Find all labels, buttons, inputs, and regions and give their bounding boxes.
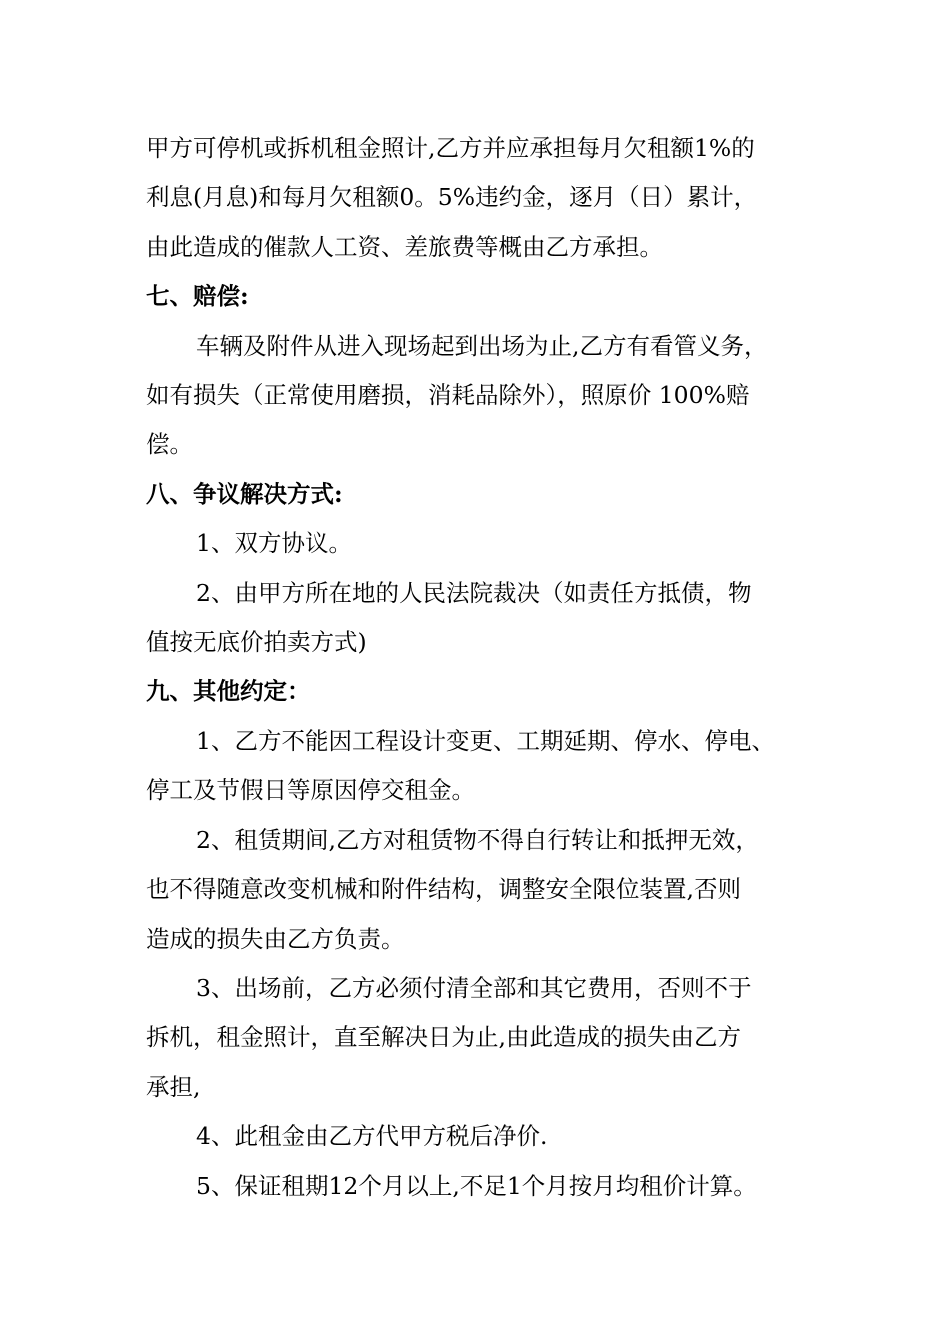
- text-line: 偿。: [146, 430, 193, 459]
- text-line: 甲方可停机或拆机租金照计,乙方并应承担每月欠租额1%的: [146, 134, 755, 162]
- text-line: 造成的损失由乙方负责。: [146, 924, 405, 953]
- list-item: 5、保证租期12个月以上,不足1个月按月均租价计算。: [196, 1171, 757, 1200]
- text-line: 利息(月息)和每月欠租额0。5%违约金，逐月（日）累计，: [146, 183, 758, 212]
- text-line: 由此造成的催款人工资、差旅费等概由乙方承担。: [146, 232, 663, 261]
- list-item: 2、由甲方所在地的人民法院裁决（如责任方抵债，物: [196, 578, 752, 607]
- document-body: [146, 124, 836, 1211]
- text-line: 值按无底价拍卖方式): [146, 628, 367, 657]
- text-line: 拆机，租金照计，直至解决日为止,由此造成的损失由乙方: [146, 1023, 741, 1052]
- list-item: 4、此租金由乙方代甲方税后净价.: [196, 1122, 548, 1151]
- text-line: 车辆及附件从进入现场起到出场为止,乙方有看管义务，: [196, 331, 768, 360]
- list-item: 1、乙方不能因工程设计变更、工期延期、停水、停电、: [196, 726, 775, 755]
- section-heading-dispute-resolution: 八、争议解决方式:: [146, 479, 343, 508]
- text-line: 停工及节假日等原因停交租金。: [146, 776, 475, 805]
- text-line: 承担,: [146, 1072, 201, 1101]
- text-line: 如有损失（正常使用磨损，消耗品除外），照原价 100%赔: [146, 381, 750, 410]
- list-item: 3、出场前，乙方必须付清全部和其它费用，否则不于: [196, 973, 752, 1002]
- list-item: 2、租赁期间,乙方对租赁物不得自行转让和抵押无效，: [196, 825, 759, 854]
- section-heading-compensation: 七、赔偿:: [146, 282, 249, 311]
- list-item: 1、双方协议。: [196, 529, 352, 558]
- section-heading-other-agreements: 九、其他约定：: [146, 677, 311, 706]
- text-line: 也不得随意改变机械和附件结构，调整安全限位装置,否则: [146, 875, 741, 904]
